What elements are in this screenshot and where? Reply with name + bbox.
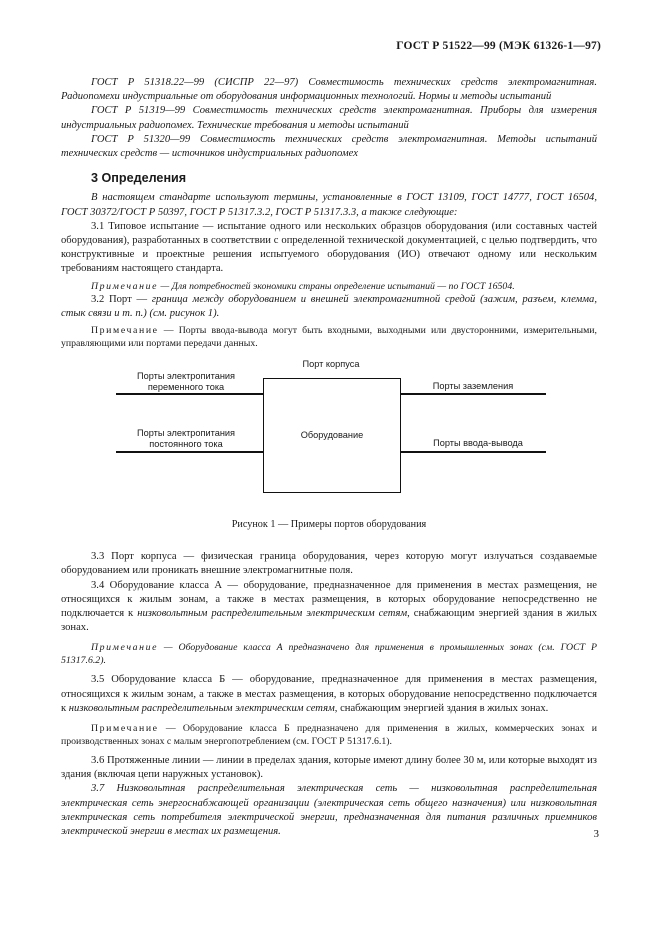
- note-label: Примечание: [91, 325, 159, 337]
- figure-label-ac-power-ports: Порты электропитания переменного тока: [137, 371, 235, 393]
- document-header: ГОСТ Р 51522—99 (МЭК 61326-1—97): [396, 40, 601, 52]
- definition-3-4: [61, 579, 597, 636]
- page-content: [61, 76, 597, 839]
- note-text: — Для потребностей экономики страны определение испытаний — по ГОСТ 16504.: [158, 280, 515, 292]
- definition-3-5-tail: , снабжающим энергией здания в жилых зонах.: [334, 702, 549, 714]
- section-title: 3 Определения: [91, 171, 187, 186]
- reference-gost-51318-22: ГОСТ Р 51318.22—99 (СИСПР 22—97) Совместимость технических средств электромагнитная. Радиопомехи индустриальные от оборудования информационных технологий. Нормы и методы испытаний: [61, 77, 597, 103]
- note-3-4: [61, 641, 597, 667]
- section-intro: В настоящем стандарте используют термины, установленные в ГОСТ 13109, ГОСТ 14777, ГОСТ 16504, ГОСТ 30372/ГОСТ Р 50397, ГОСТ Р 51317.3.2, ГОСТ Р 51317.3.3, а также следующие:: [61, 192, 597, 218]
- figure-label-enclosure-port: Порт корпуса: [302, 359, 360, 370]
- note-label: Примечание: [91, 280, 159, 292]
- definition-3-6: 3.6 Протяженные линии — линии в пределах здания, которые имеют длину более 30 м, или которые выходят из здания (включая цепи наружных установок).: [61, 755, 597, 781]
- figure-line-io: [401, 451, 546, 453]
- reference-gost-51320: ГОСТ Р 51320—99 Совместимость технических средств электромагнитная. Методы испытаний технических средств — источников индустриальных радиопомех: [61, 133, 597, 160]
- note-text: — Оборудование класса Б предназначено для применения в жилых, коммерческих зонах и производственных зонах с малым энергопотреблением (см. ГОСТ Р 51317.6.1).: [61, 723, 597, 748]
- note-label: Примечание: [91, 723, 159, 735]
- definition-3-7: 3.7 Низковольтная распределительная электрическая сеть — низковольтная распределительная электрическая сеть энергоснабжающей организации (электрическая сеть общего назначения) или низковольтная электрическая сеть потребителя электрической энергии, предназначенная для питания различных приемников электрической энергии в местах их размещения.: [61, 783, 597, 838]
- definition-3-2-body: граница между оборудованием и внешней электромагнитной средой (зажим, разъем, клемма, стык связи и т. п.) (см. рисунок 1).: [61, 293, 597, 319]
- definition-3-4-tail: , снабжающим энергией здания в жилых зонах.: [61, 608, 597, 634]
- definition-3-2: [61, 293, 597, 321]
- definition-3-3: 3.3 Порт корпуса — физическая граница оборудования, через которую могут излучаться создаваемые оборудованием или проникать внешние электромагнитные поля.: [61, 551, 597, 577]
- figure-line-ac-power: [116, 393, 263, 395]
- note-3-5: [61, 722, 597, 748]
- definition-3-2-head: 3.2 Порт —: [91, 293, 152, 305]
- definition-3-4-text: 3.4 Оборудование класса А — оборудование, предназначенное для применения в местах размещения, не относящихся к жилым зонам, а также в местах размещения, в которых оборудование непосредственно не подключается к: [61, 579, 597, 620]
- figure-line-dc-power: [116, 451, 263, 453]
- definition-3-1: 3.1 Типовое испытание — испытание одного или нескольких образцов оборудования (или составных частей оборудования), разработанных в соответствии с определенной технической документацией, с целью подтвердить, что конструктивные и проектные решения испытуемого оборудования (ИО) отвечают одному или нескольким требованиям настоящего стандарта.: [61, 220, 597, 275]
- figure-label-io-ports: Порты ввода-вывода: [433, 438, 523, 449]
- figure-equipment-box: [263, 378, 401, 493]
- figure-label-earth-ports: Порты заземления: [432, 381, 514, 392]
- note-3-2: [61, 324, 597, 350]
- figure-label-dc-power-ports: Порты электропитания постоянного тока: [137, 428, 235, 450]
- definition-3-5-text: 3.5 Оборудование класса Б — оборудование, предназначенное для применения в местах размещения, относящихся к жилым зонам, а также в местах размещения, в которых оборудование непосредственно подключается к: [61, 674, 597, 714]
- figure-label-equipment: Оборудование: [300, 430, 364, 441]
- note-text: — Порты ввода-вывода могут быть входными, выходными или двусторонними, измерительными, управляющими или портами передачи данных.: [61, 325, 597, 350]
- page-number: 3: [593, 828, 599, 840]
- definition-3-4-term: низковольтным распределительным электрическим сетям: [137, 608, 408, 620]
- definition-3-5: [61, 673, 597, 716]
- reference-gost-51319: ГОСТ Р 51319—99 Совместимость технических средств электромагнитная. Приборы для измерения индустриальных радиопомех. Технические требования и методы испытаний: [61, 105, 597, 131]
- note-text: — Оборудование класса А предназначено для применения в промышленных зонах (см. ГОСТ Р 51317.6.2).: [61, 642, 597, 667]
- note-label: Примечание: [91, 642, 159, 654]
- figure-line-earth: [401, 393, 546, 395]
- note-3-1: [61, 280, 597, 293]
- figure-caption: Рисунок 1 — Примеры портов оборудования: [231, 519, 427, 531]
- figure-1: [61, 358, 597, 518]
- definition-3-5-term: низковольтным распределительным электрическим сетям: [68, 702, 335, 714]
